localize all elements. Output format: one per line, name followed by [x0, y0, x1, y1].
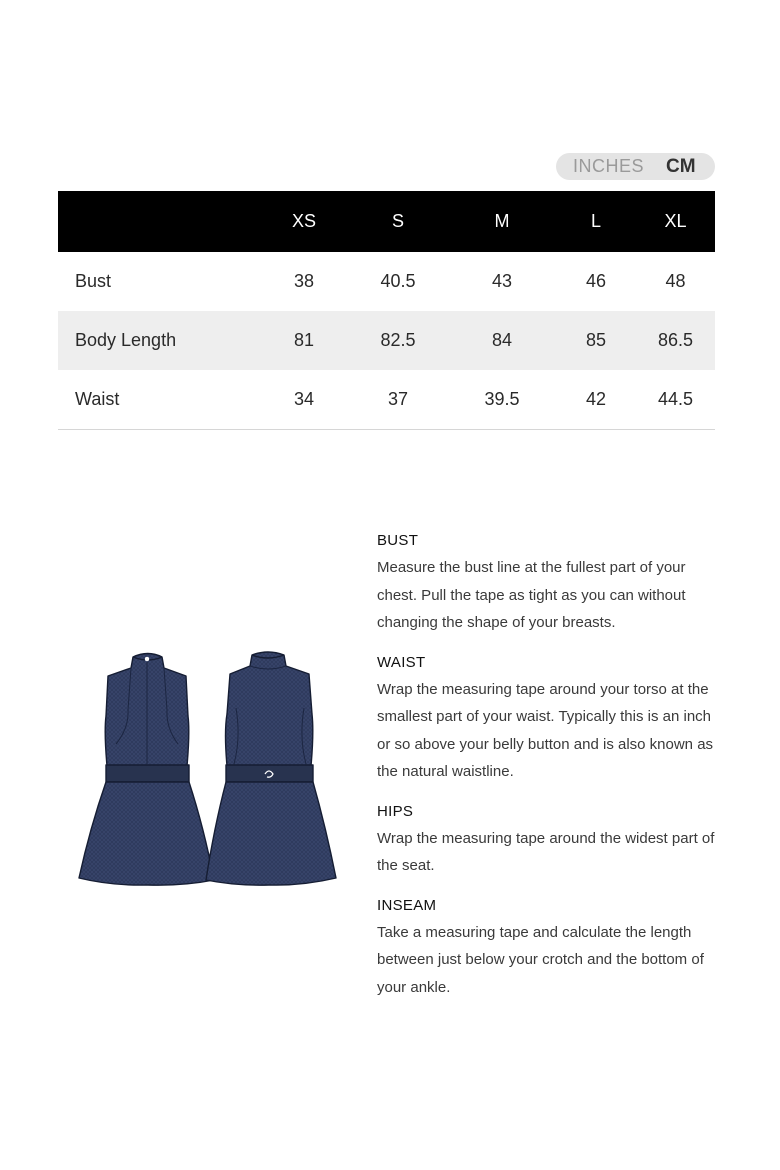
- unit-option-inches[interactable]: INCHES: [573, 156, 645, 176]
- column-header-label: [58, 191, 260, 252]
- table-row: [58, 311, 715, 370]
- column-header-s: S: [391, 211, 404, 231]
- table-cell: 39.5: [484, 388, 520, 409]
- table-cell: 34: [293, 388, 315, 409]
- size-chart-table: [58, 191, 715, 430]
- table-cell: 82.5: [380, 330, 416, 350]
- table-cell: 86.5: [657, 330, 694, 350]
- guide-section-inseam: [377, 895, 717, 1002]
- table-cell: 38: [293, 271, 315, 291]
- table-cell: 37: [387, 388, 409, 409]
- guide-section-text: Measure the bust line at the fullest part of your chest. Pull the tape as tight as you can without changing the shape of your breasts.: [377, 559, 686, 631]
- table-cell: 43: [491, 271, 513, 291]
- guide-section-title: INSEAM: [377, 896, 437, 914]
- dress-front-back-icon: [76, 648, 338, 890]
- row-label: Body Length: [75, 330, 177, 350]
- row-label: Bust: [75, 271, 112, 291]
- table-row: [58, 370, 715, 429]
- table-row: [58, 252, 715, 311]
- row-label: Waist: [75, 388, 120, 409]
- table-cell: 46: [585, 271, 607, 291]
- dress-back-view: [206, 652, 336, 885]
- guide-section-title: BUST: [377, 532, 419, 549]
- table-cell: 42: [585, 388, 607, 409]
- table-cell: 40.5: [380, 271, 416, 291]
- dress-front-view: [79, 654, 214, 886]
- table-cell: 84: [491, 330, 513, 350]
- guide-section-text: Wrap the measuring tape around your torso at the smallest part of your waist. Typically this is an inch or so above your belly button and is also known as the natural waistline.: [377, 680, 714, 780]
- table-cell: 85: [585, 330, 607, 350]
- guide-section-title: WAIST: [377, 653, 426, 671]
- column-header-xl: XL: [664, 211, 687, 231]
- guide-section-bust: [377, 530, 717, 637]
- table-cell: 44.5: [657, 388, 694, 409]
- table-header-row: [58, 191, 715, 252]
- guide-section-waist: [377, 652, 717, 786]
- unit-toggle[interactable]: [556, 153, 715, 180]
- guide-section-text: Take a measuring tape and calculate the length between just below your crotch and the bottom of your ankle.: [377, 923, 704, 996]
- column-header-m: M: [494, 211, 510, 231]
- guide-section-title: HIPS: [377, 802, 414, 820]
- measurement-guide: [377, 530, 717, 1016]
- column-header-xs: XS: [291, 211, 316, 231]
- table-cell: 81: [293, 330, 315, 350]
- column-header-l: L: [590, 211, 601, 231]
- table-cell: 48: [665, 271, 686, 291]
- unit-option-cm[interactable]: CM: [666, 156, 696, 177]
- guide-section-text: Wrap the measuring tape around the widest part of the seat.: [377, 829, 715, 874]
- guide-section-hips: [377, 801, 717, 880]
